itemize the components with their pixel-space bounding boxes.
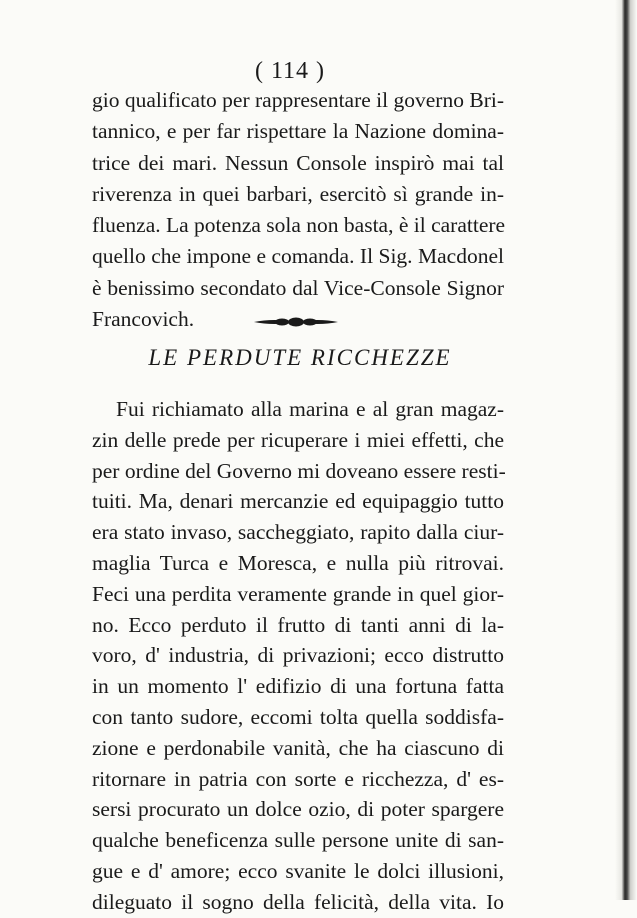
- page-binding-edge: [615, 0, 637, 900]
- page-number: ( 114 ): [254, 58, 326, 84]
- text-line: trice dei mari. Nessun Console inspirò mai tal: [92, 150, 504, 175]
- text-line: era stato invaso, saccheggiato, rapito dalla ciur-: [92, 520, 504, 545]
- text-line: no. Ecco perduto il frutto di tanti anni di la-: [92, 612, 504, 637]
- text-line: fluenza. La potenza sola non basta, è il carattere: [92, 213, 506, 238]
- text-line: gue e d' amore; ecco svanite le dolci illusioni,: [92, 858, 504, 883]
- paragraph-2: [92, 394, 504, 918]
- text-line: quello che impone e comanda. Il Sig. Macdonel: [92, 244, 504, 269]
- paragraph-1: [92, 85, 504, 335]
- text-line: zin delle prede per ricuperare i miei effetti, che: [92, 427, 504, 452]
- text-line: con tanto sudore, eccomi tolta quella soddisfa-: [92, 704, 504, 729]
- text-line: gio qualificato per rappresentare il governo Bri-: [92, 88, 504, 112]
- text-line: Fui richiamato alla marina e al gran magaz-: [116, 397, 504, 421]
- text-line: dileguato il sogno della felicità, della vita. Io: [92, 889, 504, 914]
- text-line: è benissimo secondato dal Vice-Console Signor: [92, 275, 504, 300]
- section-title: LE PERDUTE RICCHEZZE: [148, 345, 452, 370]
- text-line: riverenza in quei barbari, esercitò sì grande in-: [92, 181, 504, 206]
- text-line: in un momento l' edifizio di una fortuna fatta: [92, 674, 504, 699]
- text-line: voro, d' industria, di privazioni; ecco distrutto: [92, 643, 504, 668]
- text-line: Feci una perdita veramente grande in quel gior-: [92, 581, 504, 606]
- text-line: ritornare in patria con sorte e ricchezza, d' es-: [92, 766, 504, 791]
- text-line: qualche beneficenza sulle persone unite di san-: [92, 828, 504, 853]
- text-line: tuiti. Ma, denari mercanzie ed equipaggio tutto: [92, 489, 504, 514]
- text-line: sersi procurato un dolce ozio, di poter spargere: [92, 797, 504, 822]
- text-line: per ordine del Governo mi doveano essere resti-: [92, 458, 506, 483]
- section-divider-ornament: [252, 315, 340, 329]
- text-line: zione e perdonabile vanità, che ha ciascuno di: [92, 735, 504, 760]
- text-line: Francovich.: [92, 307, 195, 332]
- text-line: tannico, e per far rispettare la Nazione domina-: [92, 119, 504, 144]
- text-line: maglia Turca e Moresca, e nulla più ritrovai.: [92, 550, 504, 575]
